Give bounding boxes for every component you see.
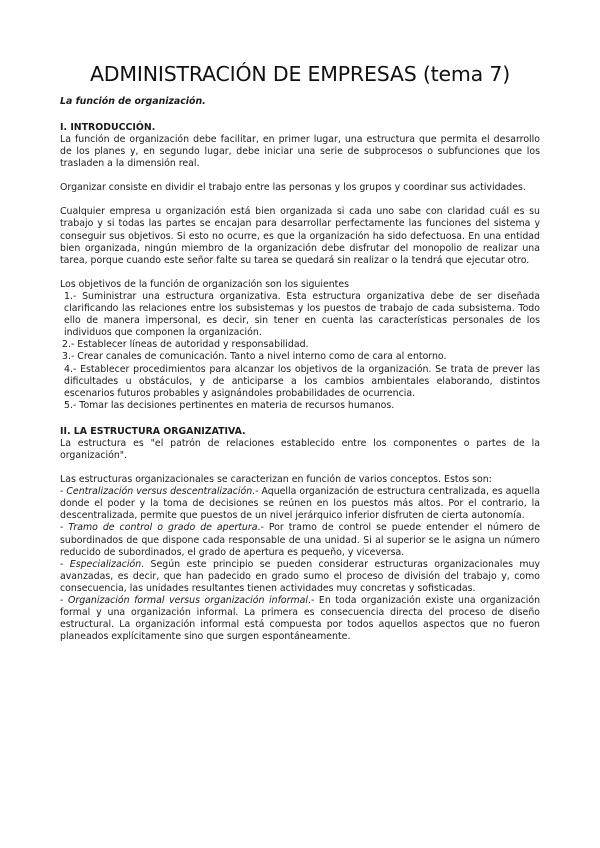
concept-text: .- Aquella organización de estructura centralizada, es aquella donde el poder y la toma de decisiones se reúnen en los puestos más altos. Por el contrario, la descentralizada, permite que puestos de un nivel jerárquico inferior disfruten de cierta autonomía. [60,486,540,522]
concept-item: - Especialización. Según este principio se pueden considerar estructuras organizacionales muy avanzadas, es decir, que han padecido en grado sumo el proceso de división del trabajo y, como consecuencia, las unidades resultantes tienen actividades muy concretas y sofisticadas. [60,558,541,594]
objective-item: 1.- Suministrar una estructura organizativa. Esta estructura organizativa debe de ser diseñada clarificando las relaciones entre los subsistemas y los puestos de trabajo de cada subsistema. Todo ello de manera impersonal, es decir, sin tener en cuenta las características personales de los individuos que componen la organización. [64,290,540,339]
section-heading-estructura: II. LA ESTRUCTURA ORGANIZATIVA. [60,425,246,437]
concept-text: .- En toda organización existe una organización formal y una organización informal. La primera es consecuencia directa del proceso de diseño estructural. La organización informal está compuesta por todos aquellos aspectos que no fueron planeados explícitamente sino que surgen espontáneamente. [60,595,541,643]
concept-term: Organización formal versus organización informal [67,595,308,606]
concept-term: Especialización [69,558,142,570]
intro-paragraph-1: La función de organización debe facilitar, en primer lugar, una estructura que permita el desarrollo de los planes y, en segundo lugar, debe iniciar una serie de subprocesos o subfunciones que los trasladen a la dimensión real. [60,134,540,170]
document-title: ADMINISTRACIÓN DE EMPRESAS (tema 7) [89,62,511,86]
objective-item: 5.- Tomar las decisiones pertinentes en materia de recursos humanos. [64,399,395,411]
structure-definition: La estructura es "el patrón de relaciones establecido entre los componentes o partes de la organización". [60,437,540,461]
concept-text: . Según este principio se pueden considerar estructuras organizacionales muy avanzadas, es decir, que han padecido en grado sumo el proceso de división del trabajo y, como consecuencia, las unidades resultantes tienen actividades muy concretas y sofisticadas. [60,558,541,594]
objective-item: 4.- Establecer procedimientos para alcanzar los objetivos de la organización. Se trata de prever las dificultades u obstáculos, y de anticiparse a los cambios ambientales elaborando, distintos escenarios futuros probables y asignándoles probabilidades de ocurrencia. [64,363,540,399]
concept-item: - Organización formal versus organización informal.- En toda organización existe una organización formal y una organización informal. La primera es consecuencia directa del proceso de diseño estructural. La organización informal está compuesta por todos aquellos aspectos que no fueron planeados explícitamente sino que surgen espontáneamente. [60,595,541,643]
document-subtitle: La función de organización. [60,96,206,107]
intro-paragraph-2: Organizar consiste en dividir el trabajo entre las personas y los grupos y coordinar sus actividades. [60,182,526,194]
concept-text: .- Por tramo de control se puede entender el número de subordinados de que dispone cada responsable de una unidad. Si al superior se le asigna un número reducido de subordinados, el grado de apertura es pequeño, y viceversa. [60,522,540,558]
intro-paragraph-3: Cualquier empresa u organización está bien organizada si cada uno sabe con claridad cuál es su trabajo y si todas las partes se encajan para desarrollar perfectamente las funciones del sistema y conseguir sus objetivos. Si esto no ocurre, es que la organización ha sido defectuosa. En una entidad bien organizada, ningún miembro de la organización debe disfrutar del monopolio de realizar una tarea, porque cuando este señor falte su tarea se quedará sin realizar o la tendrá que ejecutar otro. [60,206,540,266]
concept-item: - Centralización versus descentralización.- Aquella organización de estructura centralizada, es aquella donde el poder y la toma de decisiones se reúnen en los puestos más altos. Por el contrario, la descentralizada, permite que puestos de un nivel jerárquico inferior disfruten de cierta autonomía. [60,486,540,522]
concept-term: Centralización versus descentralización [66,486,253,498]
concept-item: - Tramo de control o grado de apertura.- Por tramo de control se puede entender el número de subordinados de que dispone cada responsable de una unidad. Si al superior se le asigna un número reducido de subordinados, el grado de apertura es pequeño, y viceversa. [60,522,540,558]
objectives-intro: Los objetivos de la función de organización son los siguientes [60,278,349,290]
section-heading-introduccion: I. INTRODUCCIÓN. [60,122,156,133]
concept-term: Tramo de control o grado de apertura [68,522,258,534]
objective-item: 2.- Establecer líneas de autoridad y responsabilidad. [62,339,309,351]
concepts-intro: Las estructuras organizacionales se caracterizan en función de varios conceptos. Estos son: [60,474,492,486]
objective-item: 3.- Crear canales de comunicación. Tanto a nivel interno como de cara al entorno. [62,351,447,363]
